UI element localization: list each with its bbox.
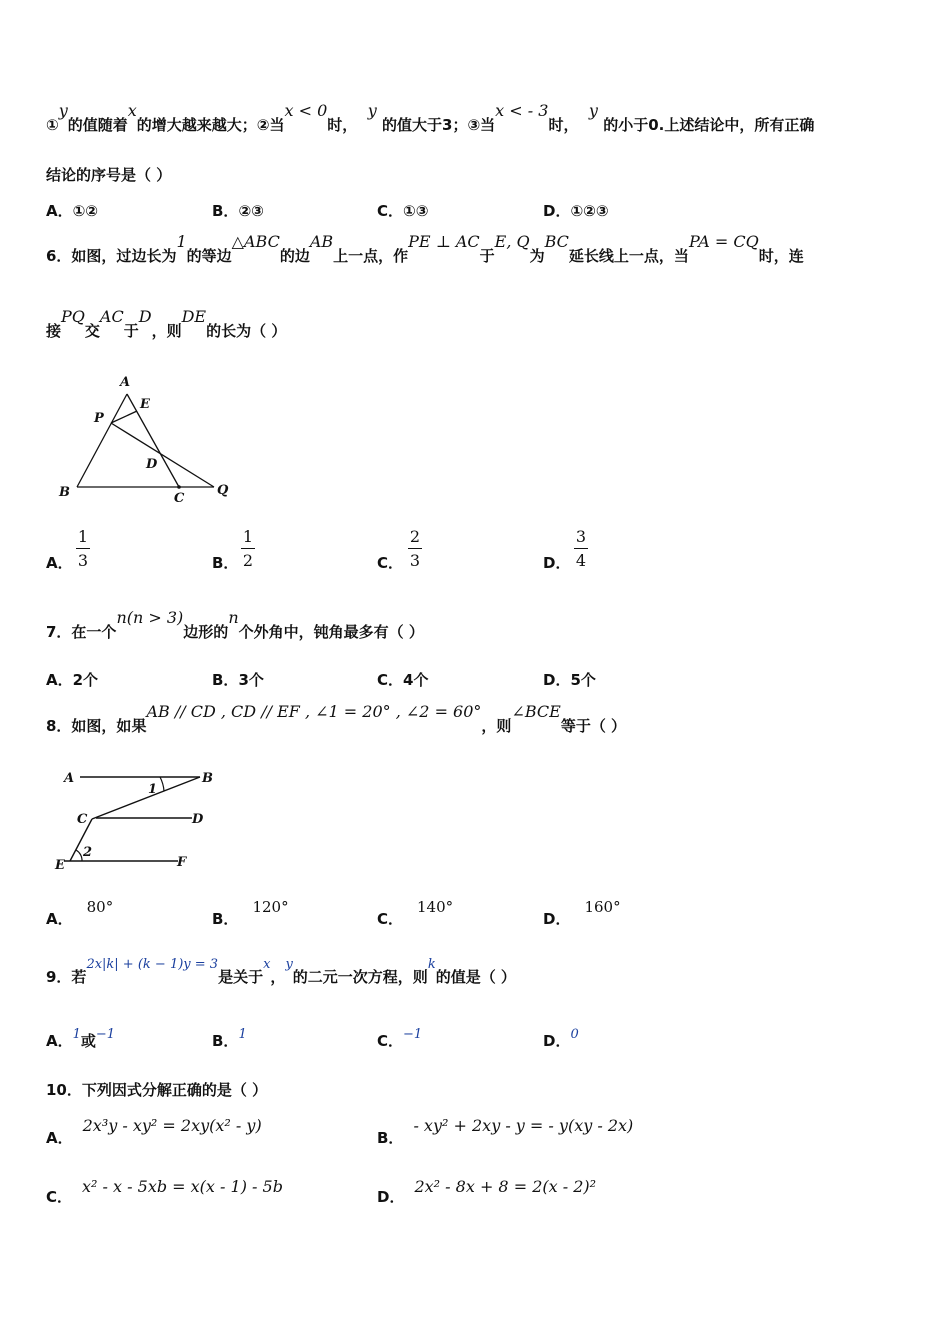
q6-triangle-figure xyxy=(50,370,240,510)
option-letter: A． xyxy=(46,202,73,220)
math: E, Q xyxy=(494,232,530,251)
option-letter: B． xyxy=(212,554,239,572)
q6-option-b[interactable] xyxy=(212,552,238,573)
option-letter: A． xyxy=(46,1032,73,1050)
label-d: D xyxy=(146,457,158,472)
option-letter: D． xyxy=(543,202,571,220)
label-b: B xyxy=(59,485,70,500)
option-value: 80° xyxy=(86,898,114,916)
q6-text: 交 xyxy=(84,322,100,340)
math: D xyxy=(138,307,152,326)
math: DE xyxy=(181,307,207,326)
numerator: 3 xyxy=(574,527,588,549)
q9-option-d[interactable] xyxy=(543,1027,579,1051)
q9-option-b[interactable] xyxy=(212,1027,247,1051)
option-letter: B． xyxy=(212,910,239,928)
option-text: ①③ xyxy=(403,202,429,220)
q9-text: 的值是（ ） xyxy=(435,968,516,986)
angle-1-arc xyxy=(160,777,164,791)
label-q: Q xyxy=(217,483,229,498)
option-letter: D． xyxy=(543,1032,571,1050)
numerator: 2 xyxy=(408,527,422,549)
label-a: A xyxy=(120,375,131,390)
line-bc xyxy=(92,777,200,819)
math: n(n > 3) xyxy=(116,608,184,627)
q8-option-a[interactable] xyxy=(46,898,114,929)
option-letter: D． xyxy=(543,554,571,572)
q6-text: 延长线上一点，当 xyxy=(568,247,689,265)
math: BC xyxy=(544,232,569,251)
label-c: C xyxy=(77,812,88,827)
option-letter: D． xyxy=(543,671,571,689)
q5-line2: 结论的序号是（ ） xyxy=(46,166,172,184)
q7-text: 边形的 xyxy=(183,623,229,641)
option-letter: A． xyxy=(46,671,73,689)
math: △ABC xyxy=(231,232,280,251)
q6-option-d-fraction xyxy=(574,527,588,570)
q9-text: 9．若 xyxy=(46,968,87,986)
numerator: 1 xyxy=(241,527,255,549)
q8-parallel-lines-figure xyxy=(50,762,230,877)
q6-option-c[interactable] xyxy=(377,552,403,573)
label-2: 2 xyxy=(83,845,93,860)
line-pq xyxy=(111,423,214,487)
option-text: 5个 xyxy=(570,671,596,689)
q6-text: ，则 xyxy=(151,322,182,340)
q6-line1 xyxy=(46,232,804,266)
q5-text: 的增大越来越大；②当 xyxy=(136,116,285,134)
option-text: 3个 xyxy=(238,671,264,689)
label-b: B xyxy=(202,771,213,786)
label-c: C xyxy=(174,491,185,506)
math: 1 xyxy=(238,1027,247,1042)
math: PA = CQ xyxy=(688,232,759,251)
option-letter: C． xyxy=(377,910,404,928)
q6-option-c-fraction xyxy=(408,527,422,570)
option-text: 4个 xyxy=(403,671,429,689)
option-letter: D． xyxy=(543,910,571,928)
q8-option-c[interactable] xyxy=(377,898,454,929)
q7-text: 7．在一个 xyxy=(46,623,117,641)
q5-option-a[interactable] xyxy=(46,200,98,221)
q10-title: 10．下列因式分解正确的是（ ） xyxy=(46,1081,268,1099)
q6-text: 于 xyxy=(123,322,139,340)
math: AB // CD , CD // EF , ∠1 = 20° , ∠2 = 60° xyxy=(146,702,482,721)
option-text: 2个 xyxy=(72,671,99,689)
label-d: D xyxy=(192,812,204,827)
q6-text: 的长为（ ） xyxy=(206,322,287,340)
q6-text: 上一点，作 xyxy=(333,247,409,265)
q7-option-b[interactable] xyxy=(212,669,264,690)
point-c xyxy=(177,485,181,489)
q10-option-a[interactable] xyxy=(46,1116,262,1148)
q5-option-b[interactable] xyxy=(212,200,264,221)
option-letter: C． xyxy=(377,671,404,689)
q6-text: 6．如图，过边长为 xyxy=(46,247,177,265)
math: x xyxy=(127,101,137,120)
math: PQ xyxy=(61,307,85,326)
q9-text: 是关于 xyxy=(218,968,264,986)
q5-text: 时， xyxy=(327,116,358,134)
option-letter: C． xyxy=(377,1032,404,1050)
math: y xyxy=(58,101,68,120)
math: n xyxy=(228,608,239,627)
math: y xyxy=(285,957,293,972)
q6-line2 xyxy=(46,307,287,341)
line-ab xyxy=(77,394,127,487)
q8-text: 等于（ ） xyxy=(560,717,627,735)
q9-line xyxy=(46,957,516,989)
option-text: ②③ xyxy=(238,202,264,220)
q5-text: ① xyxy=(46,116,59,134)
option-text: ①②③ xyxy=(570,202,609,220)
option-letter: A． xyxy=(46,1129,73,1147)
q9-option-a[interactable] xyxy=(46,1027,116,1051)
q6-text: 的边 xyxy=(279,247,310,265)
math: - xy² + 2xy - y = - y(xy - 2x) xyxy=(413,1116,634,1135)
q6-option-a-fraction xyxy=(76,527,90,570)
q6-text: 接 xyxy=(46,322,62,340)
q5-text: 的值随着 xyxy=(67,116,128,134)
numerator: 1 xyxy=(76,527,90,549)
q5-text: 时， xyxy=(548,116,579,134)
option-letter: B． xyxy=(212,671,239,689)
q10-option-b[interactable] xyxy=(377,1116,634,1148)
label-e: E xyxy=(140,397,150,412)
option-letter: B． xyxy=(212,202,239,220)
q8-text: ，则 xyxy=(481,717,512,735)
math: 0 xyxy=(570,1027,579,1042)
q5-option-d[interactable] xyxy=(543,200,609,221)
q9-option-c[interactable] xyxy=(377,1027,423,1051)
option-letter: A． xyxy=(46,554,73,572)
math: ∠BCE xyxy=(511,702,561,721)
option-value: 140° xyxy=(417,898,454,916)
math: 2x² - 8x + 8 = 2(x - 2)² xyxy=(414,1177,597,1196)
math: x < 0 xyxy=(284,101,328,120)
math: 2x|k| + (k − 1)y = 3 xyxy=(86,957,219,972)
denominator: 3 xyxy=(77,551,89,570)
math: x xyxy=(263,957,271,972)
q7-line xyxy=(46,608,424,642)
math: y xyxy=(588,101,598,120)
angle-2-arc xyxy=(76,850,82,861)
denominator: 4 xyxy=(575,551,587,570)
option-letter: D． xyxy=(377,1188,405,1206)
option-value: 120° xyxy=(252,898,289,916)
q9-text: ， xyxy=(270,968,286,986)
q6-text: 于 xyxy=(479,247,495,265)
q6-option-a[interactable] xyxy=(46,552,73,573)
math: x² - x - 5xb = x(x - 1) - 5b xyxy=(82,1177,283,1196)
option-letter: C． xyxy=(377,202,404,220)
q6-text: 的等边 xyxy=(186,247,232,265)
q8-text: 8．如图，如果 xyxy=(46,717,147,735)
math: PE ⊥ AC xyxy=(408,232,480,251)
q8-line xyxy=(46,702,627,736)
option-letter: C． xyxy=(46,1188,73,1206)
option-text: ①② xyxy=(72,202,99,220)
math: AB xyxy=(309,232,334,251)
q7-text: 个外角中，钝角最多有（ ） xyxy=(238,623,424,641)
option-letter: B． xyxy=(377,1129,404,1147)
math: k xyxy=(427,957,436,972)
math: 2x³y - xy² = 2xy(x² - y) xyxy=(82,1116,262,1135)
label-a: A xyxy=(64,771,75,786)
math: y xyxy=(367,101,377,120)
option-letter: C． xyxy=(377,554,404,572)
math: AC xyxy=(99,307,124,326)
option-letter: B． xyxy=(212,1032,239,1050)
q10-option-d[interactable] xyxy=(377,1177,597,1207)
line-ac xyxy=(127,394,179,487)
denominator: 3 xyxy=(409,551,421,570)
label-f: F xyxy=(177,855,187,870)
q6-text: 为 xyxy=(529,247,545,265)
q5-line1 xyxy=(46,101,815,135)
denominator: 2 xyxy=(242,551,254,570)
label-p: P xyxy=(94,411,104,426)
q9-text: 的二元一次方程，则 xyxy=(292,968,428,986)
q6-option-b-fraction xyxy=(241,527,255,570)
q7-option-d[interactable] xyxy=(543,669,596,690)
math: 1 xyxy=(176,232,187,251)
q5-text: 的值大于3；③当 xyxy=(382,116,496,134)
q6-option-d[interactable] xyxy=(543,552,570,573)
option-text: 或 xyxy=(80,1032,96,1050)
q5-text: 的小于0.上述结论中，所有正确 xyxy=(603,116,815,134)
q8-option-d[interactable] xyxy=(543,898,621,929)
q10-option-c[interactable] xyxy=(46,1177,283,1207)
math: 1 xyxy=(72,1027,81,1042)
math: x < - 3 xyxy=(495,101,549,120)
q7-option-c[interactable] xyxy=(377,669,428,690)
option-value: 160° xyxy=(584,898,621,916)
math: −1 xyxy=(95,1027,116,1042)
q7-option-a[interactable] xyxy=(46,669,98,690)
math: −1 xyxy=(403,1027,423,1042)
label-1: 1 xyxy=(148,782,158,797)
q8-option-b[interactable] xyxy=(212,898,289,929)
option-letter: A． xyxy=(46,910,73,928)
label-e: E xyxy=(55,858,65,873)
q6-text: 时，连 xyxy=(758,247,804,265)
q5-option-c[interactable] xyxy=(377,200,428,221)
